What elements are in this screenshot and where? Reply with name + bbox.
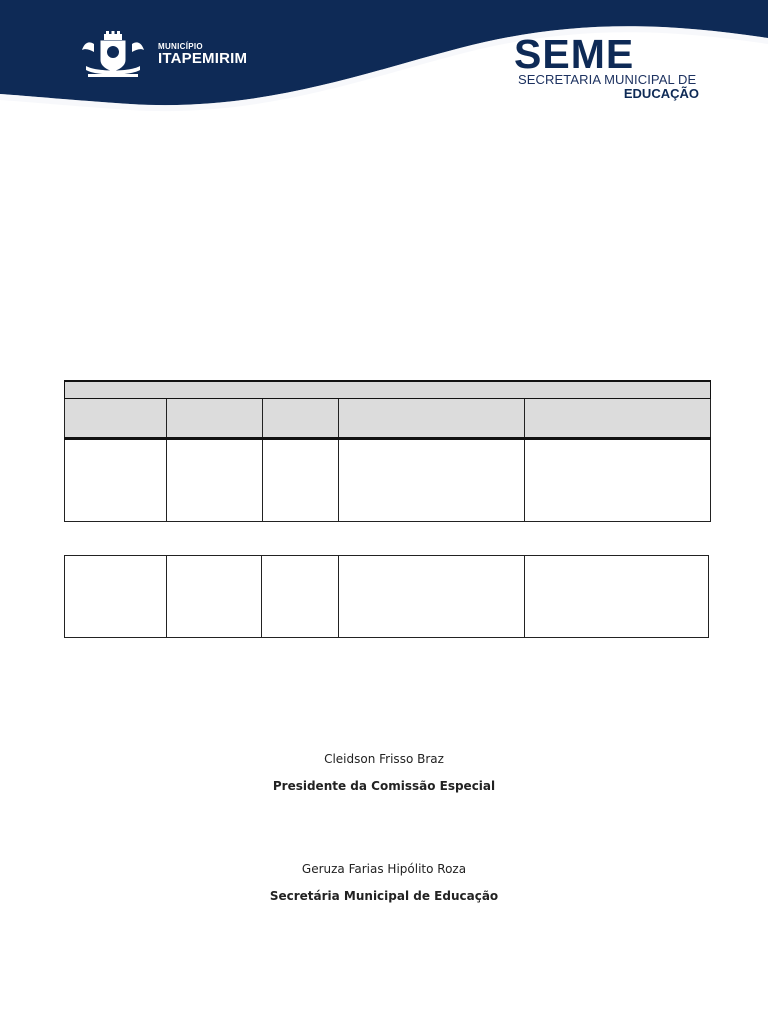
table-header-cell (65, 399, 167, 439)
table-cell (167, 439, 263, 522)
table-header-cell (167, 399, 263, 439)
municipality-logo (80, 30, 260, 80)
seme-acronym: SEME (514, 31, 635, 77)
table-header-cell (525, 399, 711, 439)
seme-subtitle-line1: SECRETARIA MUNICIPAL DE (518, 72, 697, 87)
table-header-row (65, 399, 711, 439)
coat-of-arms-icon (80, 30, 146, 78)
table-cell (262, 556, 339, 638)
table-cell (263, 439, 339, 522)
table-cell (525, 556, 709, 638)
table-header-cell (339, 399, 525, 439)
signature-role: Secretária Municipal de Educação (269, 889, 499, 903)
table-cell (339, 439, 525, 522)
signature-name: Cleidson Frisso Braz (324, 752, 444, 766)
seme-logo (514, 31, 714, 101)
table-row (65, 439, 711, 522)
municipality-label: MUNICÍPIO (158, 42, 203, 51)
results-table-continued (64, 555, 709, 638)
table-cell (339, 556, 525, 638)
table-header-cell (263, 399, 339, 439)
signature-role: Presidente da Comissão Especial (272, 779, 496, 793)
page-header (0, 0, 768, 140)
signature-name: Geruza Farias Hipólito Roza (301, 862, 467, 876)
results-table (64, 380, 711, 522)
table-title-row (65, 381, 711, 399)
municipality-wordmark (158, 42, 247, 67)
seme-subtitle-line2: EDUCAÇÃO (623, 86, 699, 101)
table-cell (65, 556, 167, 638)
table-cell (65, 439, 167, 522)
table-cell (167, 556, 262, 638)
table-row (65, 556, 709, 638)
municipality-name: ITAPEMIRIM (158, 50, 248, 67)
table-title-cell (65, 381, 711, 399)
table-cell (525, 439, 711, 522)
